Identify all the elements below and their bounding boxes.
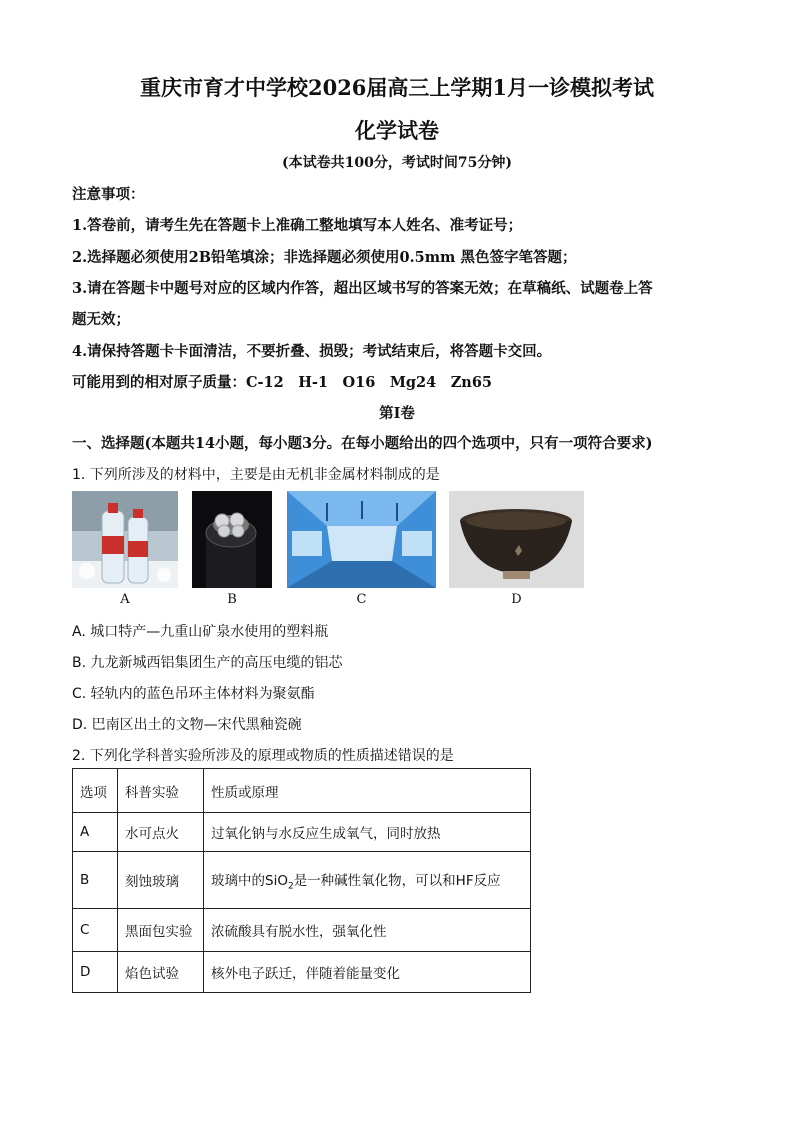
- notice-item: 1.答卷前，请考生先在答题卡上准确工整地填写本人姓名、准考证号；: [72, 217, 523, 234]
- image-label: C: [356, 592, 367, 607]
- notice-item: 4.请保持答题卡卡面清洁，不要折叠、损毁；考试结束后，将答题卡交回。: [72, 343, 552, 360]
- train-interior-image: [287, 491, 436, 588]
- notice-item: 3.请在答题卡中题号对应的区域内作答，超出区域书写的答案无效；在草稿纸、试题卷上答: [72, 280, 653, 297]
- table-header-cell: 性质或原理: [204, 769, 531, 813]
- notice-heading: 注意事项：: [72, 186, 145, 203]
- water-bottle-image: [72, 491, 178, 588]
- table-header-row: [73, 769, 531, 813]
- table-cell-experiment: 刻蚀玻璃: [118, 852, 204, 909]
- question-2-stem: 2. 下列化学科普实验所涉及的原理或物质的性质描述错误的是: [72, 748, 454, 764]
- image-label: D: [511, 592, 522, 607]
- table-header-cell: 选项: [73, 769, 118, 813]
- table-cell-description: 核外电子跃迁，伴随着能量变化: [204, 952, 531, 993]
- subject-title: 化学试卷: [355, 118, 439, 143]
- table-row: [73, 952, 531, 993]
- table-cell-option: A: [73, 813, 118, 852]
- table-cell-description: 过氧化钠与水反应生成氧气，同时放热: [204, 813, 531, 852]
- table-cell-experiment: 焰色试验: [118, 952, 204, 993]
- table-cell-option: D: [73, 952, 118, 993]
- part-title: 第I卷: [379, 405, 415, 422]
- question-1-option-a: A. 城口特产—九重山矿泉水使用的塑料瓶: [72, 624, 329, 640]
- table-cell-experiment: 水可点火: [118, 813, 204, 852]
- section-heading: 一、选择题(本题共14小题，每小题3分。在每小题给出的四个选项中，只有一项符合要求): [72, 435, 653, 452]
- subscript: 2: [287, 881, 294, 892]
- table-row: [73, 852, 531, 909]
- desc-text: 玻璃中的SiO: [211, 872, 288, 889]
- table-cell-option: C: [73, 909, 118, 952]
- image-label: B: [227, 592, 237, 607]
- exam-note: (本试卷共100分，考试时间75分钟): [282, 155, 512, 171]
- desc-text: 是一种碱性氧化物，可以和HF反应: [293, 872, 501, 889]
- question-2-table: [72, 768, 531, 993]
- table-cell-description: [204, 852, 531, 909]
- question-1-option-c: C. 轻轨内的蓝色吊环主体材料为聚氨酯: [72, 686, 315, 702]
- table-row: [73, 909, 531, 952]
- cable-image: [192, 491, 272, 588]
- question-1-option-d: D. 巴南区出土的文物—宋代黑釉瓷碗: [72, 717, 302, 733]
- table-cell-experiment: 黑面包实验: [118, 909, 204, 952]
- question-1-stem: 1. 下列所涉及的材料中，主要是由无机非金属材料制成的是: [72, 467, 440, 483]
- table-cell-description: 浓硫酸具有脱水性，强氧化性: [204, 909, 531, 952]
- notice-item: 题无效；: [72, 311, 130, 328]
- question-1-option-b: B. 九龙新城西铝集团生产的高压电缆的铝芯: [72, 655, 343, 671]
- exam-title: 重庆市育才中学校2026届高三上学期1月一诊模拟考试: [139, 75, 655, 100]
- table-row: [73, 813, 531, 852]
- table-header-cell: 科普实验: [118, 769, 204, 813]
- notice-item: 2.选择题必须使用2B铅笔填涂；非选择题必须使用0.5mm 黑色签字笔答题；: [72, 249, 577, 266]
- table-cell-option: B: [73, 852, 118, 909]
- atomic-mass-line: 可能用到的相对原子质量：C-12 H-1 O16 Mg24 Zn65: [72, 374, 493, 391]
- bowl-image: [449, 491, 584, 588]
- image-label: A: [120, 592, 130, 607]
